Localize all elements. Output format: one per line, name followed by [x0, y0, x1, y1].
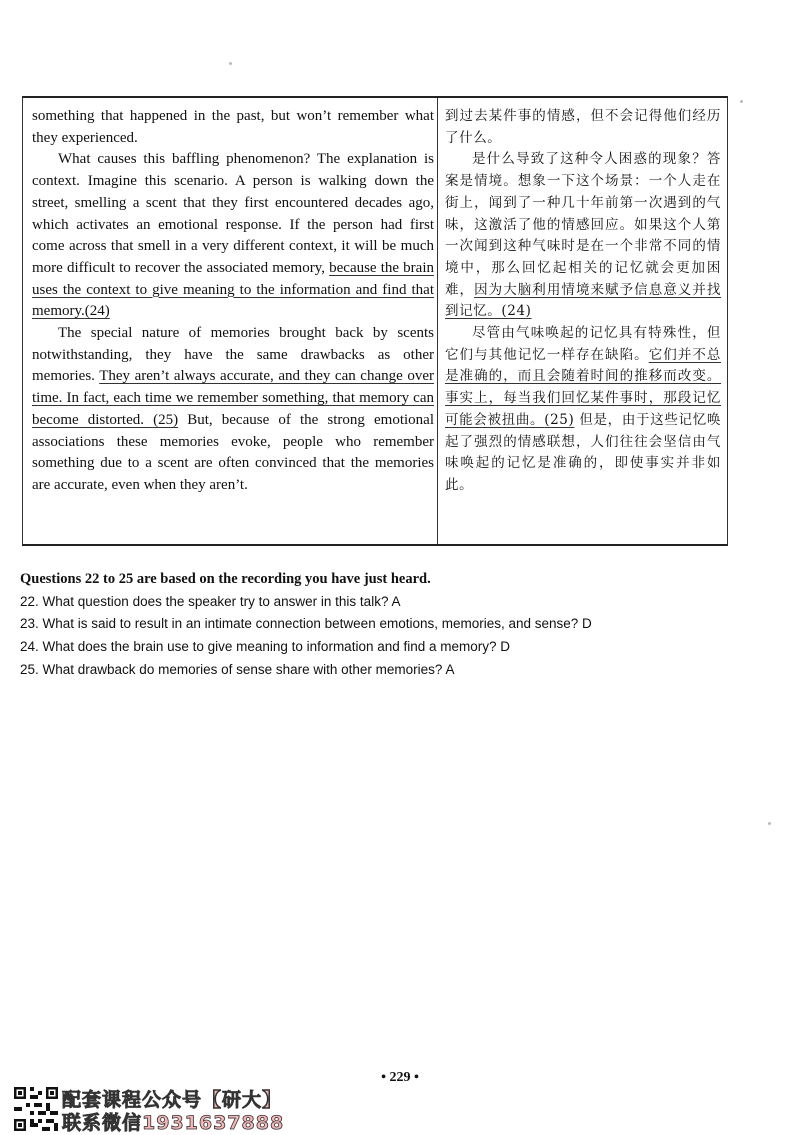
- questions-section: [20, 568, 780, 682]
- bilingual-passage-table: [22, 96, 728, 546]
- zh-paragraph-2: 是什么导致了这种令人困惑的现象？答案是情境。想象一下这个场景：一个人走在街上，闻到了一种几十年前第一次遇到的气味，这激活了他的情感回应。如果这个人第一次闻到这种气味时是在一个非常不同的情境中，那么回忆起相关的记忆就会更加困难，因为大脑利用情境来赋予信息意义并找到记忆。(24): [445, 151, 722, 320]
- question-25: 25. What drawback do memories of sense share with other memories? A: [20, 661, 455, 677]
- question-24: 24. What does the brain use to give meaning to information and find a memory? D: [20, 639, 511, 655]
- scan-speck: [768, 822, 771, 825]
- scan-speck: [229, 62, 232, 65]
- question-23: 23. What is said to result in an intimate connection between emotions, memories, and sense? D: [20, 616, 592, 632]
- footer-watermark-line-1: 配套课程公众号【研大】: [62, 1089, 283, 1111]
- en-underlined-answer-25: They aren’t always accurate, and they can change over time. In fact, each time we remember something, that memory can become distorted. (25): [32, 368, 434, 428]
- page-number: • 229 •: [381, 1070, 419, 1085]
- zh-paragraph-3: 尽管由气味唤起的记忆具有特殊性，但它们与其他记忆一样存在缺陷。它们并不总是准确的，而且会随着时间的推移而改变。事实上，每当我们回忆某件事时，那段记忆可能会被扭曲。(25) 但是，由于这些记忆唤起了强烈的情感联想，人们往往会坚信由气味唤起的记忆是准确的，即使事实并非如此。: [445, 325, 722, 493]
- en-paragraph-2: What causes this baffling phenomenon? The explanation is context. Imagine this scenario. A person is walking down the street, smelling a scent that they first encountered decades ago, which activates an emotional response. If the person had first come across that smell in a very different context, it will be much more difficult to recover the associated memory, because the brain uses the context to give meaning to the information and find that memory.(24): [32, 151, 434, 320]
- question-22: 22. What question does the speaker try to answer in this talk? A: [20, 593, 401, 609]
- qr-code-icon: [14, 1087, 58, 1131]
- questions-heading: Questions 22 to 25 are based on the recording you have just heard.: [20, 571, 431, 587]
- zh-paragraph-1: 到过去某件事的情感，但不会记得他们经历了什么。: [445, 108, 721, 146]
- scan-speck: [740, 100, 743, 103]
- chinese-column: [445, 106, 721, 497]
- english-column: [32, 106, 434, 497]
- zh-underlined-answer-25: 它们并不总是准确的，而且会随着时间的推移而改变。事实上，每当我们回忆某件事时，那段记忆可能会被扭曲。(25): [445, 346, 722, 428]
- footer-watermark-line-2: 联系微信1931637888: [62, 1112, 285, 1134]
- en-underlined-answer-24: because the brain uses the context to give meaning to the information and find that memory.(24): [32, 259, 434, 320]
- en-paragraph-1: something that happened in the past, but won’t remember what they experienced.: [32, 108, 434, 146]
- en-paragraph-3: The special nature of memories brought back by scents notwithstanding, they have the same drawbacks as other memories. They aren’t always accurate, and they can change over time. In fact, each time we remember something, that memory can become distorted. (25) But, because of the strong emotional associations these memories evoke, people who remember something due to a scent are often convinced that the memories are accurate, even when they aren’t.: [32, 325, 434, 493]
- column-divider: [437, 98, 438, 544]
- zh-underlined-answer-24: 因为大脑利用情境来赋予信息意义并找到记忆。(24): [445, 281, 722, 320]
